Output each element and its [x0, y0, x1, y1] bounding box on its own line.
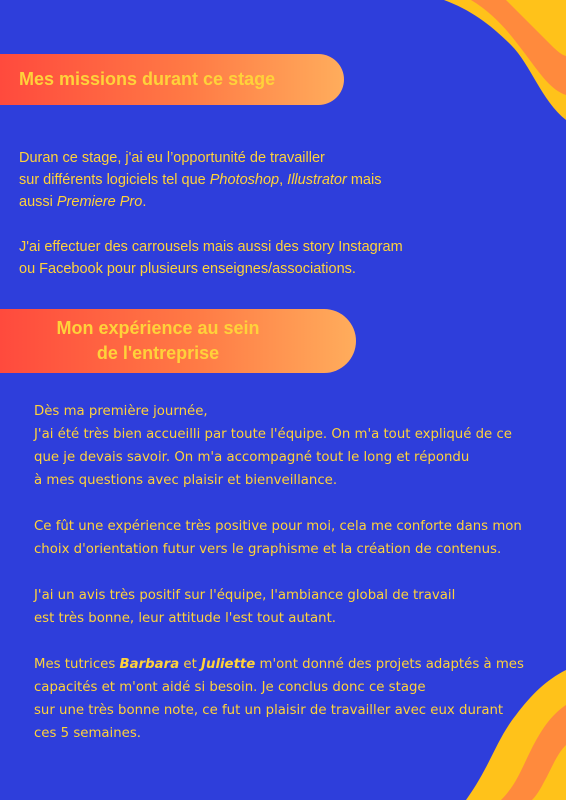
text-fragment: m'ont donné des projets adaptés à mes — [255, 657, 524, 672]
text-fragment: et — [179, 657, 202, 672]
text-line: J'ai effectuer des carrousels mais aussi des story Instagram — [19, 239, 403, 255]
experience-paragraph-1 — [34, 400, 549, 492]
text-line: Ce fût une expérience très positive pour moi, cela me conforte dans mon — [34, 519, 522, 534]
text-line: choix d'orientation futur vers le graphisme et la création de contenus. — [34, 542, 502, 557]
software-photoshop: Photoshop — [209, 172, 280, 188]
software-illustrator: Illustrator — [287, 172, 347, 188]
experience-paragraph-3 — [34, 584, 549, 630]
text-separator: , — [279, 172, 288, 188]
text-line: J'ai été très bien accueilli par toute l'équipe. On m'a tout expliqué de ce — [34, 427, 512, 442]
wave-decoration-top — [416, 0, 566, 150]
text-line: ces 5 semaines. — [34, 726, 141, 741]
text-line: à mes questions avec plaisir et bienveillance. — [34, 473, 338, 488]
tutor-name-barbara: Barbara — [119, 657, 180, 672]
text-line: que je devais savoir. On m'a accompagné tout le long et répondu — [34, 450, 470, 465]
section-title-experience-line-2: de l'entreprise — [96, 343, 220, 363]
missions-paragraph-2 — [19, 236, 539, 280]
section-banner-experience — [0, 309, 356, 373]
wave-decoration-bottom — [436, 670, 566, 800]
section-title-experience-line-1: Mon expérience au sein — [56, 318, 260, 338]
text-line: est très bonne, leur attitude l'est tout autant. — [34, 611, 337, 626]
text-line: mais — [346, 172, 382, 188]
text-line: ou Facebook pour plusieurs enseignes/associations. — [19, 261, 356, 277]
software-premiere-pro: Premiere Pro — [56, 194, 143, 210]
text-line: sur une très bonne note, ce fut un plaisir de travailler avec eux durant — [34, 703, 504, 718]
section-title-missions: Mes missions durant ce stage — [19, 69, 276, 89]
text-line: sur différents logiciels tel que — [19, 172, 210, 188]
text-line: aussi — [19, 194, 57, 210]
missions-paragraph-1 — [19, 147, 539, 213]
text-line: J'ai un avis très positif sur l'équipe, l'ambiance global de travail — [34, 588, 456, 603]
text-line: capacités et m'ont aidé si besoin. Je conclus donc ce stage — [34, 680, 426, 695]
text-fragment: Mes tutrices — [34, 657, 120, 672]
experience-paragraph-2 — [34, 515, 549, 561]
text-line: Duran ce stage, j'ai eu l’opportunité de travailler — [19, 150, 325, 166]
text-line: . — [142, 194, 147, 210]
section-banner-missions — [0, 54, 344, 105]
tutor-name-juliette: Juliette — [201, 657, 256, 672]
text-line: Dès ma première journée, — [34, 404, 208, 419]
